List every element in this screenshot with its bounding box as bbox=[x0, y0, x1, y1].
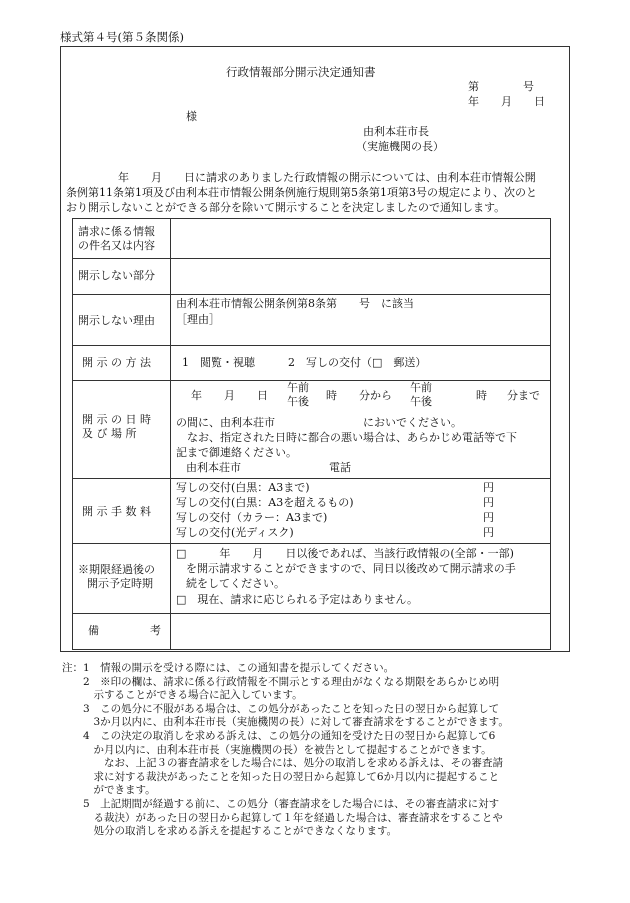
note-line: 4 この決定の取消しを求める訴えは、この処分の通知を受けた日の翌日から起算して6 bbox=[62, 729, 496, 742]
fee-row: 写しの交付(白黒：A3を超えるもの) 円 bbox=[176, 496, 494, 509]
reason-sub: ［理由］ bbox=[176, 313, 220, 326]
note-line: なお、上記３の審査請求をした場合には、処分の取消しを求める訴えは、その審査請 bbox=[62, 757, 503, 770]
method-text: 1 閲覧・視聴 2 写しの交付（□ 郵送） bbox=[182, 356, 427, 369]
intro-line-3: おり開示しないことができる部分を除いて開示することを決定しましたので通知します。 bbox=[66, 201, 506, 214]
fee-list bbox=[176, 481, 546, 541]
note-line: 3 この処分に不服がある場合は、この処分があったことを知った日の翌日から起算して bbox=[62, 702, 500, 715]
method-label: 開 示 の 方 法 bbox=[82, 356, 151, 369]
intro-line-2: 条例第11条第1項及び由利本荘市情報公開条例施行規則第5条第1項第3号の規定により、次のと bbox=[66, 186, 537, 199]
datetime-hour-from: 時 bbox=[326, 389, 337, 402]
note-line: る裁決）があった日の翌日から起算して１年を経過した場合は、審査請求をすることや bbox=[62, 811, 503, 824]
remarks-field[interactable] bbox=[171, 614, 549, 648]
reason-label: 開示しない理由 bbox=[78, 314, 155, 327]
datetime-ampm-until: 午前 午後 bbox=[410, 381, 432, 408]
addressee: 様 bbox=[186, 110, 197, 123]
fee-label: 開 示 手 数 料 bbox=[82, 505, 151, 518]
datetime-ampm-from: 午前 午後 bbox=[287, 381, 309, 408]
note-line: か月以内に、由利本荘市長（実施機関の長）を被告として提起することができます。 bbox=[62, 743, 492, 756]
undisclosed-part-field[interactable] bbox=[171, 259, 549, 293]
note-line: 処分の取消しを求める訴えを提起することができなくなります。 bbox=[62, 825, 398, 838]
request-label: 請求に係る情報 の件名又は内容 bbox=[78, 225, 155, 252]
datetime-ymd: 年 月 日 bbox=[191, 389, 268, 402]
document-title: 行政情報部分開示決定通知書 bbox=[226, 65, 376, 79]
intro-line-1: 年 月 日に請求のありました行政情報の開示については、由利本荘市情報公開 bbox=[118, 171, 536, 184]
request-content-field[interactable] bbox=[171, 219, 549, 257]
issuer-name: 由利本荘市長 bbox=[363, 125, 429, 138]
datetime-until-label: 分まで bbox=[507, 389, 540, 402]
fee-row: 写しの交付(光ディスク) 円 bbox=[176, 526, 494, 539]
datetime-hour-until: 時 bbox=[476, 389, 487, 402]
fee-row: 写しの交付(白黒：A3まで) 円 bbox=[176, 481, 494, 494]
datetime-place-line: の間に、由利本荘市 においでください。 bbox=[176, 416, 462, 429]
expiry-label: ※期限経過後の 開示予定時期 bbox=[78, 563, 155, 590]
document-number: 第 号 bbox=[468, 80, 534, 93]
note-line: 2 ※印の欄は、請求に係る行政情報を不開示とする理由がなくなる期限をあらかじめ明 bbox=[62, 675, 500, 688]
form-id: 様式第４号(第５条関係) bbox=[60, 30, 184, 44]
document-date: 年 月 日 bbox=[468, 95, 545, 108]
datetime-note-line2: 記まで御連絡ください。 bbox=[176, 446, 297, 459]
expiry-option-none: □ 現在、請求に応じられる予定はありません。 bbox=[176, 593, 419, 606]
note-line: ができます。 bbox=[62, 784, 156, 797]
note-line: 示することができる場合に記入しています。 bbox=[62, 689, 303, 702]
notes bbox=[62, 662, 509, 839]
fee-row: 写しの交付（カラー：A3まで) 円 bbox=[176, 511, 494, 524]
note-line: 注：1 情報の開示を受ける際には、この通知書を提示してください。 bbox=[62, 662, 395, 674]
undisclosed-part-label: 開示しない部分 bbox=[78, 269, 155, 282]
expiry-line3: 続をしてください。 bbox=[186, 577, 285, 590]
datetime-contact-line: 由利本荘市 電話 bbox=[186, 461, 351, 474]
issuer-title: （実施機関の長） bbox=[356, 140, 444, 153]
reason-text: 由利本荘市情報公開条例第8条第 号 に該当 bbox=[176, 297, 414, 310]
datetime-from-label: 分から bbox=[359, 389, 392, 402]
note-line: 3か月以内に、由利本荘市長（実施機関の長）に対して審査請求をすることができます。 bbox=[62, 716, 509, 729]
note-line: 求に対する裁決があったことを知った日の翌日から起算して6か月以内に提起すること bbox=[62, 770, 500, 783]
note-line: 5 上記期間が経過する前に、この処分（審査請求をした場合には、その審査請求に対す bbox=[62, 797, 500, 810]
datetime-label: 開 示 の 日 時 及 び 場 所 bbox=[82, 413, 151, 440]
expiry-option-date: □ 年 月 日以後であれば、当該行政情報の(全部・一部) bbox=[176, 547, 514, 560]
datetime-note-line1: なお、指定された日時に都合の悪い場合は、あらかじめ電話等で下 bbox=[176, 431, 517, 444]
expiry-line2: を開示請求することができますので、同日以後改めて開示請求の手 bbox=[186, 562, 516, 575]
